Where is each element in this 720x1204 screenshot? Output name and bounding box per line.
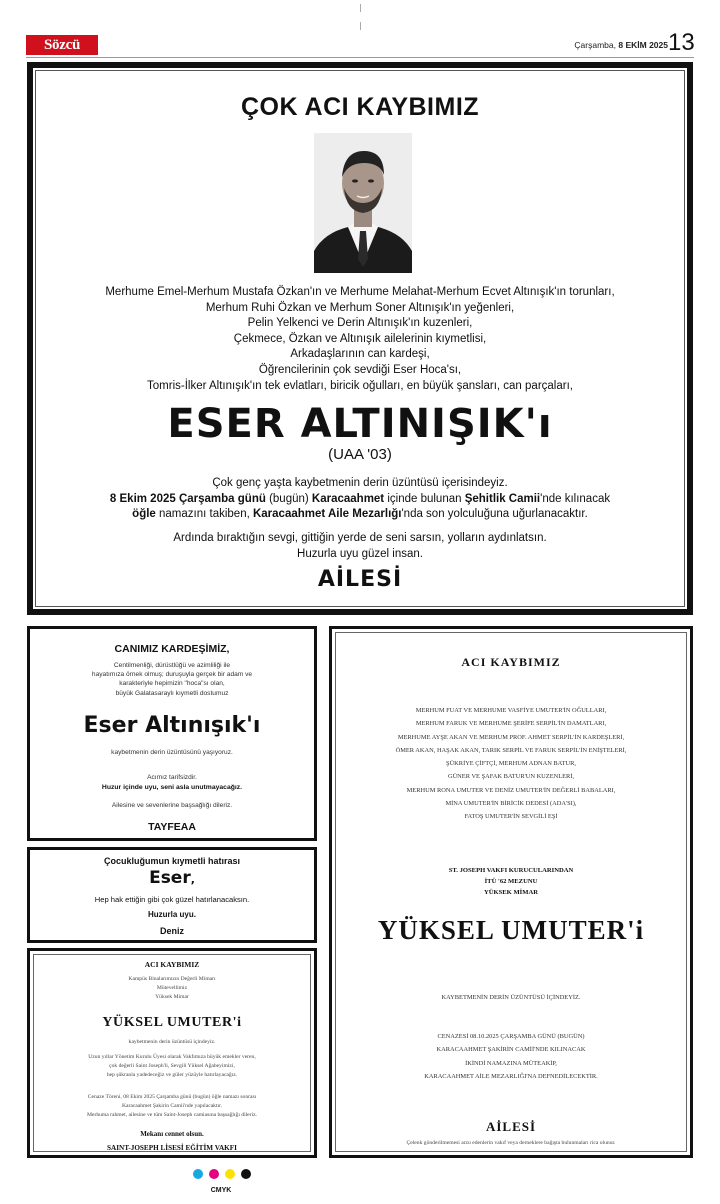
box-a-line: hayatımıza örnek olmuş; duruşuyla gerçek bir adam ve bbox=[91, 671, 253, 679]
box-d-family bbox=[336, 704, 686, 824]
box-b-name: Eser bbox=[149, 868, 191, 888]
box-c-line: Mütevellimiz bbox=[156, 984, 188, 991]
box-a-line: Centilmenliği, dürüstlüğü ve azimliliği ile bbox=[113, 662, 231, 669]
box-a-line: büyük Galatasaraylı kıymetli dostumuz bbox=[115, 689, 229, 697]
print-mark-cyan-dot bbox=[193, 1169, 203, 1179]
box-a-line: karakteriyle hepimizin "hoca"sı olan, bbox=[119, 680, 225, 688]
funeral-line-3 bbox=[36, 507, 684, 523]
box-d-founder-line: İTÜ '62 MEZUNU bbox=[484, 878, 538, 885]
box-a-line-after: kaybetmenin derin üzüntüsünü yaşıyoruz. bbox=[111, 749, 233, 756]
box-c-line: çok değerli Saint Joseph'li, Sevgili Yüksel Ağabeyimizi, bbox=[109, 1062, 235, 1069]
box-d-family-line: GÜNER VE ŞAFAK BATUR'UN KUZENLERİ, bbox=[447, 773, 575, 781]
box-d-family-line: MERHUM RONA UMUTER VE DENİZ UMUTER'İN DEĞERLİ BABALARI, bbox=[406, 786, 616, 794]
main-signature: AİLESİ bbox=[317, 567, 403, 592]
condolence-umuter-family bbox=[329, 626, 693, 1158]
box-b-name-row bbox=[30, 868, 314, 888]
box-d-family-line: FATOŞ UMUTER'İN SEVGİLİ EŞİ bbox=[464, 813, 558, 821]
box-d-title: ACI KAYBIMIZ bbox=[461, 655, 561, 669]
box-c-signature: SAINT-JOSEPH LİSESİ EĞİTİM VAKFI bbox=[107, 1144, 237, 1152]
box-c-inner bbox=[33, 954, 311, 1152]
box-d-family-line: MİNA UMUTER'İN BİRİCİK DEDESİ (ADA'SI), bbox=[445, 800, 577, 808]
box-c-title: ACI KAYBIMIZ bbox=[144, 960, 200, 969]
box-d-inner bbox=[335, 632, 687, 1152]
box-a-heading: CANIMIZ KARDEŞİMİZ, bbox=[114, 643, 230, 655]
box-a-name: Eser Altınışık'ı bbox=[83, 713, 261, 738]
trim-mark-top bbox=[360, 4, 361, 12]
intro-line: Çekmece, Özkan ve Altınışık ailelerinin kıymetlisi, bbox=[233, 332, 487, 345]
deceased-subtitle: (UAA '03) bbox=[328, 446, 392, 463]
box-d-signature: AİLESİ bbox=[485, 1119, 537, 1134]
print-mark-yellow-dot bbox=[225, 1169, 235, 1179]
intro-text bbox=[36, 285, 684, 394]
box-c-line: Merhuma rahmet, ailesine ve tüm Saint-Joseph camiasına başsağlığı dileriz. bbox=[87, 1111, 257, 1118]
main-obituary bbox=[27, 62, 693, 615]
funeral-date: 8 Ekim 2025 Çarşamba günü bbox=[109, 492, 266, 505]
box-b-line1: Çocukluğumun kıymetli hatırası bbox=[103, 856, 241, 866]
condolence-tayfeaa bbox=[27, 626, 317, 841]
closing-line: Huzurla uyu güzel insan. bbox=[297, 547, 423, 560]
closing-line: Ardında bıraktığın sevgi, gittiğin yerde de seni sarsın, yolların aydınlatsın. bbox=[173, 532, 547, 544]
box-d-funeral bbox=[336, 1030, 686, 1083]
box-d-founder bbox=[336, 865, 686, 898]
box-d-family-line: MERHUM FUAT VE MERHUME VASFİYE UMUTER'İN OĞULLARI, bbox=[415, 707, 607, 714]
intro-line: Öğrencilerinin çok sevdiği Eser Hoca'sı, bbox=[258, 363, 462, 376]
funeral-line-2 bbox=[36, 492, 684, 508]
box-c-funeral bbox=[34, 1093, 310, 1119]
box-d-founder-line: YÜKSEK MİMAR bbox=[483, 889, 539, 896]
print-mark-black-dot bbox=[241, 1169, 251, 1179]
box-c-line: Cenaze Töreni, 08 Ekim 2025 Çarşamba günü (bugün) öğle namazı sonrası bbox=[87, 1094, 257, 1100]
portrait-photo bbox=[314, 133, 412, 273]
box-c-closing: Mekanı cennet olsun. bbox=[140, 1130, 204, 1138]
box-b-name-suffix: , bbox=[190, 873, 195, 886]
box-d-funeral-line: CENAZESİ 08.10.2025 ÇARŞAMBA GÜNÜ (BUGÜN) bbox=[437, 1033, 585, 1040]
box-d-name: YÜKSEL UMUTER'i bbox=[377, 915, 645, 945]
box-c-line: hep şükranla yadedeceğiz ve güler yüzüyle hatırlayacağız. bbox=[106, 1071, 238, 1078]
page-number: 13 bbox=[668, 29, 695, 56]
box-d-family-line: ŞÜKRİYE ÇİFTÇİ, MERHUM ADNAN BATUR, bbox=[446, 760, 576, 768]
box-c-line: Kampüs Binalarımızın Değerli Mimarı bbox=[128, 976, 216, 982]
box-d-footnote: Çelenk gönderilmemesi arzu edenlerin vakıf veya derneklere bağışta bulunmaları rica olunur. bbox=[406, 1140, 616, 1146]
funeral-text: içinde bulunan bbox=[384, 492, 465, 505]
box-c-mid bbox=[34, 1053, 310, 1079]
trim-mark-top-2 bbox=[360, 22, 361, 30]
box-a-text bbox=[30, 661, 314, 698]
box-d-family-line: ÖMER AKAN, HAŞAK AKAN, TARIK SERPİL VE FARUK SERPİL'İN ENİŞTELERİ, bbox=[395, 746, 627, 754]
closing-text bbox=[36, 531, 684, 562]
date-day: Çarşamba, bbox=[574, 40, 616, 50]
deceased-name: ESER ALTINIŞIK'ı bbox=[167, 401, 553, 447]
box-a-line-c: Ailesine ve sevenlerine başsağlığı dileriz. bbox=[111, 802, 233, 809]
portrait-illustration bbox=[314, 133, 412, 273]
box-a-signature: TAYFEAA bbox=[148, 821, 196, 833]
funeral-info bbox=[36, 476, 684, 523]
main-obituary-inner bbox=[35, 70, 685, 607]
box-b-line3: Huzurla uyu. bbox=[147, 910, 196, 919]
funeral-text: (bugün) bbox=[265, 492, 312, 505]
box-a-line-a: Acımız tarifsizdir. bbox=[147, 774, 197, 781]
funeral-place: Karacaahmet bbox=[311, 492, 385, 505]
box-c-name: YÜKSEL UMUTER'i bbox=[102, 1015, 242, 1030]
funeral-cemetery: Karacaahmet Aile Mezarlığı bbox=[252, 508, 402, 521]
print-mark-magenta-dot bbox=[209, 1169, 219, 1179]
box-c-line: Uzun yıllar Yönetim Kurulu Üyesi olarak Vakfımıza büyük emekler veren, bbox=[88, 1054, 256, 1060]
funeral-mosque: Şehitlik Camii bbox=[464, 492, 541, 505]
box-d-family-line: MERHUM FARUK VE MERHUME ŞERİFE SERPİL'İN DAMATLARI, bbox=[415, 720, 607, 728]
box-d-founder-line: ST. JOSEPH VAKFI KURUCULARINDAN bbox=[448, 867, 574, 874]
newspaper-logo: Sözcü bbox=[26, 35, 98, 55]
box-c-line: Yüksek Mimar bbox=[155, 993, 189, 1000]
box-b-signature: Deniz bbox=[159, 926, 184, 936]
header-divider bbox=[26, 57, 694, 58]
intro-line: Merhume Emel-Merhum Mustafa Özkan'ın ve Merhume Melahat-Merhum Ecvet Altınışık'ın torunları, bbox=[105, 286, 615, 298]
funeral-text: namazını takiben, bbox=[155, 508, 253, 521]
issue-date bbox=[560, 40, 668, 50]
box-c-line-after: kaybetmenin derin üzüntüsü içindeyiz. bbox=[128, 1039, 216, 1045]
box-c-line: Karacaahmet Şakirin Camii'nde yapılacaktır. bbox=[121, 1102, 223, 1109]
box-c-top bbox=[34, 975, 310, 1001]
condolence-saint-joseph bbox=[27, 948, 317, 1158]
main-title: ÇOK ACI KAYBIMIZ bbox=[240, 93, 480, 121]
print-mark-label: CMYK bbox=[210, 1187, 232, 1194]
box-b-line2: Hep hak ettiğin gibi çok güzel hatırlanacaksın. bbox=[94, 895, 250, 904]
funeral-text: 'nda son yolculuğuna uğurlanacaktır. bbox=[401, 508, 588, 521]
box-d-funeral-line: KARACAAHMET ŞAKİRİN CAMİİ'NDE KILINACAK bbox=[436, 1046, 586, 1054]
funeral-text: 'nde kılınacak bbox=[540, 492, 611, 505]
intro-line: Pelin Yelkenci ve Derin Altınışık'ın kuzenleri, bbox=[247, 317, 473, 330]
intro-line: Arkadaşlarının can kardeşi, bbox=[290, 348, 430, 361]
intro-line: Merhum Ruhi Özkan ve Merhum Soner Altınışık'ın yeğenleri, bbox=[205, 301, 515, 314]
box-d-line-after: KAYBETMENİN DERİN ÜZÜNTÜSÜ İÇİNDEYİZ. bbox=[441, 994, 581, 1001]
box-a-line-b: Huzur içinde uyu, seni asla unutmayacağız. bbox=[101, 784, 243, 791]
box-d-funeral-line: İKİNDİ NAMAZINA MÜTEAKİP, bbox=[465, 1059, 557, 1067]
box-d-funeral-line: KARACAAHMET AİLE MEZARLIĞI'NA DEFNEDİLECEKTİR. bbox=[424, 1072, 598, 1080]
funeral-prayer: öğle bbox=[132, 508, 156, 521]
funeral-line-1: Çok genç yaşta kaybetmenin derin üzüntüsü içerisindeyiz. bbox=[212, 477, 508, 489]
condolence-deniz bbox=[27, 847, 317, 943]
date-rest: 8 EKİM 2025 bbox=[618, 40, 668, 50]
box-d-family-line: MERHUME AYŞE AKAN VE MERHUM PROF. AHMET SERPİL'İN KARDEŞLERİ, bbox=[397, 733, 625, 741]
intro-line: Tomris-İlker Altınışık'ın tek evlatları, biricik oğulları, en büyük şansları, can parçaları, bbox=[147, 379, 573, 392]
